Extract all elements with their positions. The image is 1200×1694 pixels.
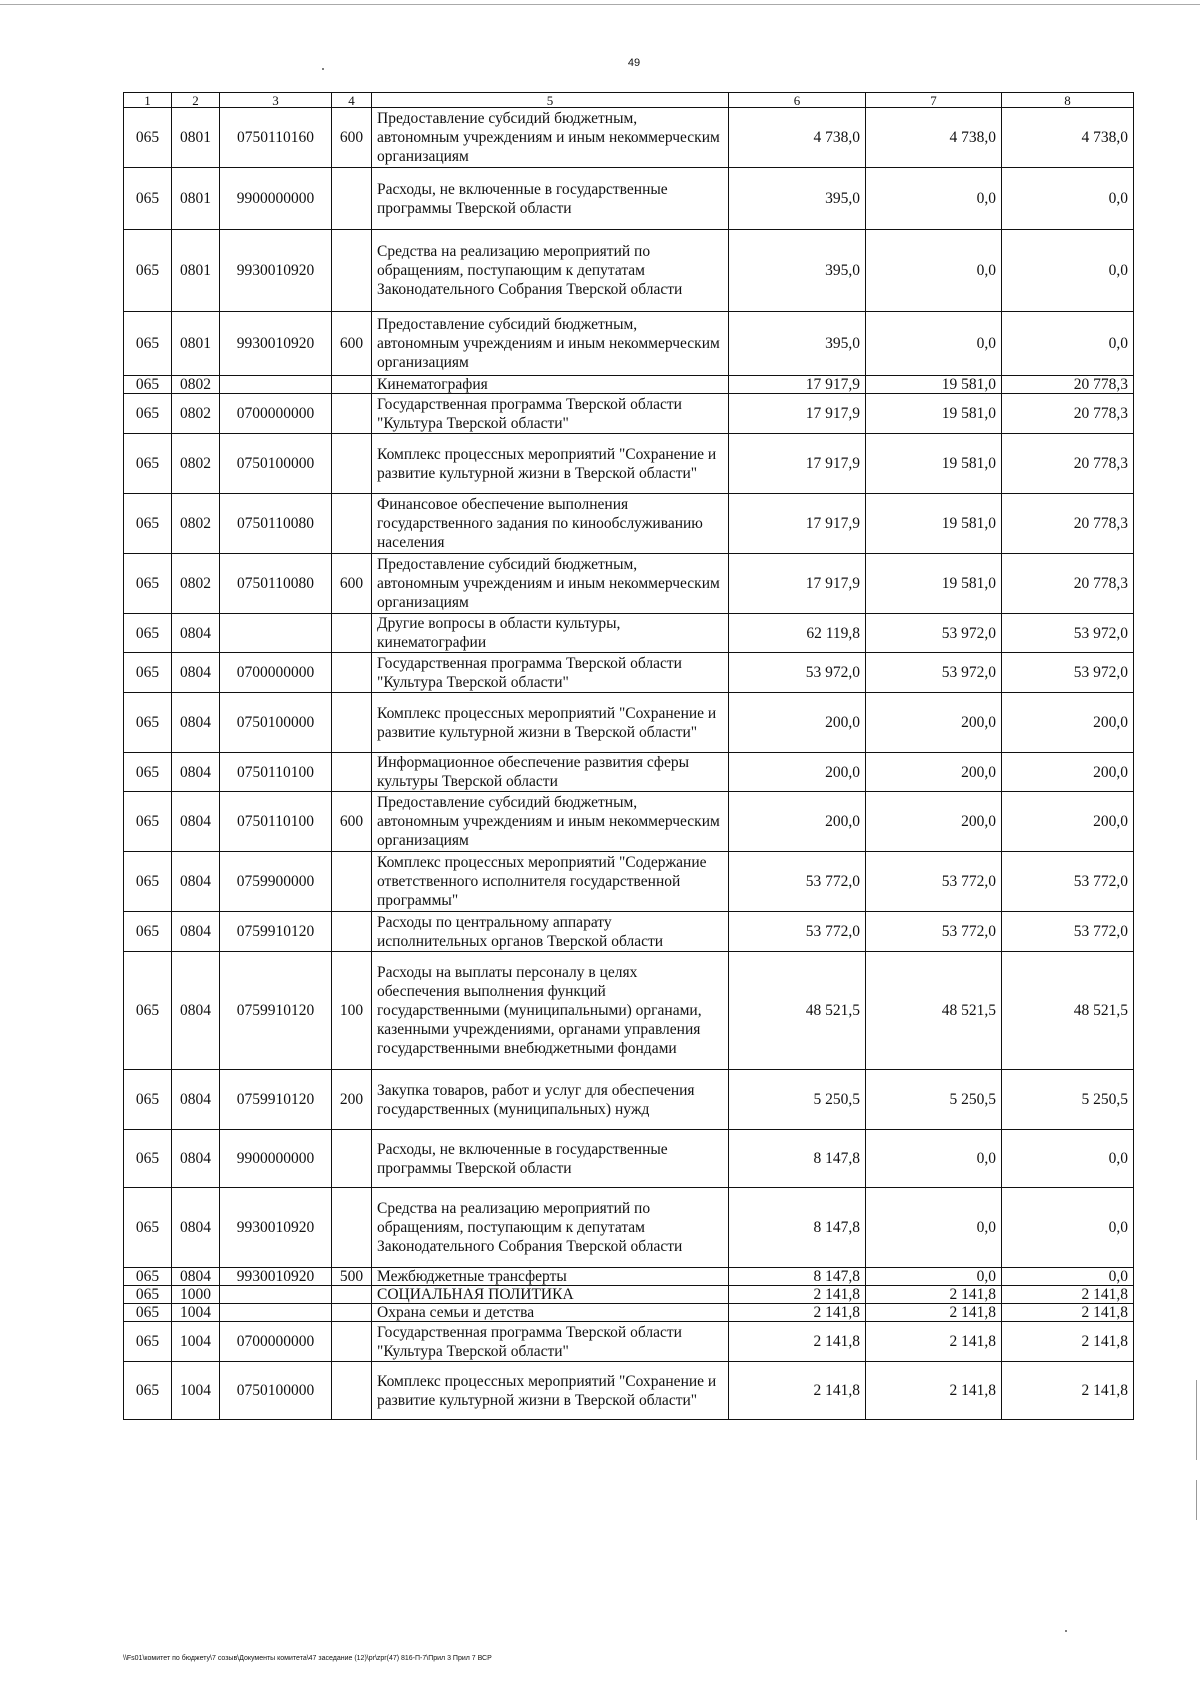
cell-description: Предоставление субсидий бюджетным, автономным учреждениям и иным некоммерческим организациям bbox=[372, 792, 729, 852]
cell-section-code: 0804 bbox=[172, 693, 220, 753]
table-body bbox=[124, 108, 1134, 1420]
cell-ministry-code: 065 bbox=[124, 108, 172, 168]
cell-amount-col7: 19 581,0 bbox=[866, 394, 1002, 434]
cell-section-code: 0801 bbox=[172, 230, 220, 312]
table-row bbox=[124, 792, 1134, 852]
cell-target-article bbox=[220, 1286, 332, 1304]
cell-section-code: 0802 bbox=[172, 376, 220, 394]
cell-description: Предоставление субсидий бюджетным, автономным учреждениям и иным некоммерческим организациям bbox=[372, 108, 729, 168]
column-number: 1 bbox=[124, 93, 172, 108]
cell-amount-col6: 2 141,8 bbox=[729, 1304, 866, 1322]
cell-expense-type bbox=[332, 394, 372, 434]
cell-amount-col6: 4 738,0 bbox=[729, 108, 866, 168]
cell-expense-type bbox=[332, 494, 372, 554]
cell-ministry-code: 065 bbox=[124, 912, 172, 952]
cell-description: Средства на реализацию мероприятий по обращениям, поступающим к депутатам Законодательного Собрания Тверской области bbox=[372, 230, 729, 312]
cell-section-code: 0801 bbox=[172, 108, 220, 168]
column-number: 4 bbox=[332, 93, 372, 108]
budget-table bbox=[123, 92, 1134, 1420]
cell-amount-col6: 200,0 bbox=[729, 693, 866, 753]
cell-target-article: 0750100000 bbox=[220, 693, 332, 753]
table-row bbox=[124, 168, 1134, 230]
cell-ministry-code: 065 bbox=[124, 792, 172, 852]
cell-amount-col8: 4 738,0 bbox=[1002, 108, 1134, 168]
cell-ministry-code: 065 bbox=[124, 614, 172, 653]
cell-amount-col8: 0,0 bbox=[1002, 312, 1134, 376]
cell-expense-type: 500 bbox=[332, 1268, 372, 1286]
cell-description: Государственная программа Тверской области "Культура Тверской области" bbox=[372, 394, 729, 434]
scan-edge-mark bbox=[1196, 1380, 1197, 1460]
cell-expense-type bbox=[332, 653, 372, 693]
column-number: 2 bbox=[172, 93, 220, 108]
cell-expense-type bbox=[332, 1362, 372, 1420]
cell-amount-col6: 395,0 bbox=[729, 230, 866, 312]
cell-expense-type bbox=[332, 614, 372, 653]
cell-section-code: 1004 bbox=[172, 1322, 220, 1362]
cell-amount-col7: 200,0 bbox=[866, 792, 1002, 852]
cell-amount-col7: 53 972,0 bbox=[866, 653, 1002, 693]
table-row bbox=[124, 394, 1134, 434]
cell-amount-col6: 2 141,8 bbox=[729, 1362, 866, 1420]
cell-amount-col8: 0,0 bbox=[1002, 230, 1134, 312]
cell-target-article: 9930010920 bbox=[220, 1268, 332, 1286]
cell-description: Расходы, не включенные в государственные программы Тверской области bbox=[372, 1130, 729, 1188]
table-row bbox=[124, 1322, 1134, 1362]
cell-section-code: 0801 bbox=[172, 168, 220, 230]
cell-amount-col6: 48 521,5 bbox=[729, 952, 866, 1070]
cell-amount-col7: 0,0 bbox=[866, 312, 1002, 376]
table-row bbox=[124, 1362, 1134, 1420]
cell-section-code: 0804 bbox=[172, 753, 220, 792]
cell-section-code: 1004 bbox=[172, 1304, 220, 1322]
cell-ministry-code: 065 bbox=[124, 168, 172, 230]
cell-section-code: 0804 bbox=[172, 653, 220, 693]
cell-amount-col6: 2 141,8 bbox=[729, 1286, 866, 1304]
table-row bbox=[124, 108, 1134, 168]
cell-ministry-code: 065 bbox=[124, 952, 172, 1070]
cell-amount-col7: 19 581,0 bbox=[866, 494, 1002, 554]
table-row bbox=[124, 912, 1134, 952]
table-row bbox=[124, 376, 1134, 394]
cell-amount-col6: 395,0 bbox=[729, 312, 866, 376]
table-row bbox=[124, 753, 1134, 792]
cell-ministry-code: 065 bbox=[124, 653, 172, 693]
table-row bbox=[124, 554, 1134, 614]
cell-expense-type bbox=[332, 1286, 372, 1304]
cell-amount-col7: 0,0 bbox=[866, 168, 1002, 230]
cell-description: Расходы по центральному аппарату исполнительных органов Тверской области bbox=[372, 912, 729, 952]
cell-amount-col6: 395,0 bbox=[729, 168, 866, 230]
cell-ministry-code: 065 bbox=[124, 376, 172, 394]
table-row bbox=[124, 1286, 1134, 1304]
cell-section-code: 0804 bbox=[172, 852, 220, 912]
cell-expense-type bbox=[332, 434, 372, 494]
cell-target-article: 0750110100 bbox=[220, 753, 332, 792]
cell-amount-col8: 200,0 bbox=[1002, 693, 1134, 753]
cell-description: Комплекс процессных мероприятий "Сохранение и развитие культурной жизни в Тверской области" bbox=[372, 1362, 729, 1420]
table-row bbox=[124, 852, 1134, 912]
cell-amount-col7: 2 141,8 bbox=[866, 1322, 1002, 1362]
top-rule bbox=[0, 4, 1200, 5]
cell-description: Охрана семьи и детства bbox=[372, 1304, 729, 1322]
table-row bbox=[124, 1304, 1134, 1322]
cell-amount-col8: 2 141,8 bbox=[1002, 1362, 1134, 1420]
cell-ministry-code: 065 bbox=[124, 1322, 172, 1362]
cell-amount-col6: 8 147,8 bbox=[729, 1268, 866, 1286]
cell-ministry-code: 065 bbox=[124, 1304, 172, 1322]
cell-amount-col6: 53 772,0 bbox=[729, 912, 866, 952]
table-row bbox=[124, 1268, 1134, 1286]
cell-description: Предоставление субсидий бюджетным, автономным учреждениям и иным некоммерческим организациям bbox=[372, 554, 729, 614]
cell-description: Средства на реализацию мероприятий по обращениям, поступающим к депутатам Законодательного Собрания Тверской области bbox=[372, 1188, 729, 1268]
cell-amount-col7: 200,0 bbox=[866, 693, 1002, 753]
cell-target-article bbox=[220, 614, 332, 653]
cell-description: Другие вопросы в области культуры, кинематографии bbox=[372, 614, 729, 653]
cell-description: Финансовое обеспечение выполнения государственного задания по кинообслуживанию населения bbox=[372, 494, 729, 554]
cell-target-article bbox=[220, 1304, 332, 1322]
cell-amount-col8: 20 778,3 bbox=[1002, 494, 1134, 554]
cell-expense-type: 600 bbox=[332, 312, 372, 376]
cell-amount-col8: 2 141,8 bbox=[1002, 1322, 1134, 1362]
column-number-row bbox=[124, 93, 1134, 108]
cell-ministry-code: 065 bbox=[124, 753, 172, 792]
cell-amount-col7: 0,0 bbox=[866, 1268, 1002, 1286]
cell-description: Кинематография bbox=[372, 376, 729, 394]
footer-file-path: \\Fs01\комитет по бюджету\7 созыв\Документы комитета\47 заседание (12)\pr\zpr(47) 816-П-7\Прил 3 Прил 7 ВСР bbox=[123, 1655, 492, 1662]
cell-amount-col8: 48 521,5 bbox=[1002, 952, 1134, 1070]
table-row bbox=[124, 312, 1134, 376]
cell-amount-col6: 200,0 bbox=[729, 792, 866, 852]
cell-amount-col8: 53 772,0 bbox=[1002, 852, 1134, 912]
cell-target-article: 0700000000 bbox=[220, 394, 332, 434]
scan-speck bbox=[1065, 1630, 1067, 1632]
cell-expense-type: 600 bbox=[332, 108, 372, 168]
cell-amount-col7: 19 581,0 bbox=[866, 376, 1002, 394]
cell-expense-type: 100 bbox=[332, 952, 372, 1070]
cell-amount-col8: 0,0 bbox=[1002, 1130, 1134, 1188]
cell-description: Предоставление субсидий бюджетным, автономным учреждениям и иным некоммерческим организациям bbox=[372, 312, 729, 376]
cell-amount-col6: 8 147,8 bbox=[729, 1130, 866, 1188]
cell-amount-col6: 53 772,0 bbox=[729, 852, 866, 912]
cell-section-code: 0804 bbox=[172, 1130, 220, 1188]
cell-target-article: 0759910120 bbox=[220, 952, 332, 1070]
cell-amount-col7: 19 581,0 bbox=[866, 554, 1002, 614]
cell-amount-col8: 2 141,8 bbox=[1002, 1304, 1134, 1322]
table-row bbox=[124, 494, 1134, 554]
page-number: 49 bbox=[627, 57, 641, 69]
cell-amount-col7: 5 250,5 bbox=[866, 1070, 1002, 1130]
cell-target-article: 0759910120 bbox=[220, 912, 332, 952]
cell-amount-col6: 62 119,8 bbox=[729, 614, 866, 653]
cell-amount-col8: 20 778,3 bbox=[1002, 394, 1134, 434]
cell-expense-type bbox=[332, 693, 372, 753]
cell-description: Расходы на выплаты персоналу в целях обеспечения выполнения функций государственными (муниципальными) органами, казенными учреждениями, органами управления государственными внебюджетными фондами bbox=[372, 952, 729, 1070]
cell-section-code: 0804 bbox=[172, 1268, 220, 1286]
cell-amount-col8: 200,0 bbox=[1002, 753, 1134, 792]
cell-amount-col7: 2 141,8 bbox=[866, 1286, 1002, 1304]
cell-expense-type bbox=[332, 912, 372, 952]
cell-description: Государственная программа Тверской области "Культура Тверской области" bbox=[372, 1322, 729, 1362]
cell-amount-col6: 8 147,8 bbox=[729, 1188, 866, 1268]
cell-amount-col7: 0,0 bbox=[866, 230, 1002, 312]
column-number: 3 bbox=[220, 93, 332, 108]
cell-expense-type bbox=[332, 753, 372, 792]
cell-ministry-code: 065 bbox=[124, 852, 172, 912]
cell-amount-col7: 0,0 bbox=[866, 1130, 1002, 1188]
cell-amount-col7: 0,0 bbox=[866, 1188, 1002, 1268]
table-row bbox=[124, 1188, 1134, 1268]
cell-amount-col6: 17 917,9 bbox=[729, 494, 866, 554]
cell-amount-col6: 53 972,0 bbox=[729, 653, 866, 693]
table-row bbox=[124, 434, 1134, 494]
cell-description: Расходы, не включенные в государственные программы Тверской области bbox=[372, 168, 729, 230]
cell-target-article: 0750110080 bbox=[220, 554, 332, 614]
cell-amount-col6: 200,0 bbox=[729, 753, 866, 792]
cell-ministry-code: 065 bbox=[124, 1268, 172, 1286]
cell-expense-type bbox=[332, 1304, 372, 1322]
cell-amount-col7: 53 972,0 bbox=[866, 614, 1002, 653]
cell-amount-col7: 53 772,0 bbox=[866, 852, 1002, 912]
table-row bbox=[124, 230, 1134, 312]
cell-section-code: 0804 bbox=[172, 912, 220, 952]
cell-ministry-code: 065 bbox=[124, 312, 172, 376]
cell-amount-col7: 4 738,0 bbox=[866, 108, 1002, 168]
column-number: 5 bbox=[372, 93, 729, 108]
cell-amount-col8: 0,0 bbox=[1002, 1188, 1134, 1268]
cell-section-code: 0804 bbox=[172, 1188, 220, 1268]
column-number: 7 bbox=[866, 93, 1002, 108]
cell-amount-col8: 20 778,3 bbox=[1002, 434, 1134, 494]
table-row bbox=[124, 614, 1134, 653]
cell-ministry-code: 065 bbox=[124, 434, 172, 494]
cell-description: Информационное обеспечение развития сферы культуры Тверской области bbox=[372, 753, 729, 792]
cell-description: Комплекс процессных мероприятий "Сохранение и развитие культурной жизни в Тверской области" bbox=[372, 434, 729, 494]
table-row bbox=[124, 1130, 1134, 1188]
cell-expense-type bbox=[332, 168, 372, 230]
column-number: 8 bbox=[1002, 93, 1134, 108]
cell-ministry-code: 065 bbox=[124, 554, 172, 614]
cell-amount-col7: 48 521,5 bbox=[866, 952, 1002, 1070]
cell-description: Комплекс процессных мероприятий "Сохранение и развитие культурной жизни в Тверской области" bbox=[372, 693, 729, 753]
cell-amount-col8: 53 972,0 bbox=[1002, 614, 1134, 653]
cell-ministry-code: 065 bbox=[124, 1130, 172, 1188]
cell-section-code: 0802 bbox=[172, 494, 220, 554]
cell-amount-col8: 200,0 bbox=[1002, 792, 1134, 852]
cell-amount-col6: 2 141,8 bbox=[729, 1322, 866, 1362]
cell-amount-col8: 0,0 bbox=[1002, 1268, 1134, 1286]
cell-expense-type: 600 bbox=[332, 554, 372, 614]
cell-target-article: 9930010920 bbox=[220, 230, 332, 312]
cell-expense-type bbox=[332, 1322, 372, 1362]
cell-expense-type bbox=[332, 1188, 372, 1268]
cell-ministry-code: 065 bbox=[124, 1188, 172, 1268]
cell-expense-type: 600 bbox=[332, 792, 372, 852]
table-row bbox=[124, 952, 1134, 1070]
scan-edge-mark bbox=[1196, 1480, 1197, 1520]
cell-amount-col6: 17 917,9 bbox=[729, 554, 866, 614]
cell-target-article: 0700000000 bbox=[220, 1322, 332, 1362]
cell-section-code: 1000 bbox=[172, 1286, 220, 1304]
cell-amount-col6: 17 917,9 bbox=[729, 376, 866, 394]
table-row bbox=[124, 693, 1134, 753]
cell-ministry-code: 065 bbox=[124, 230, 172, 312]
cell-amount-col8: 20 778,3 bbox=[1002, 376, 1134, 394]
column-number: 6 bbox=[729, 93, 866, 108]
cell-ministry-code: 065 bbox=[124, 494, 172, 554]
cell-amount-col7: 2 141,8 bbox=[866, 1362, 1002, 1420]
cell-amount-col8: 0,0 bbox=[1002, 168, 1134, 230]
cell-section-code: 0802 bbox=[172, 394, 220, 434]
cell-amount-col7: 53 772,0 bbox=[866, 912, 1002, 952]
cell-target-article: 0750110160 bbox=[220, 108, 332, 168]
cell-description: СОЦИАЛЬНАЯ ПОЛИТИКА bbox=[372, 1286, 729, 1304]
cell-amount-col8: 5 250,5 bbox=[1002, 1070, 1134, 1130]
cell-ministry-code: 065 bbox=[124, 1362, 172, 1420]
cell-expense-type bbox=[332, 1130, 372, 1188]
cell-description: Межбюджетные трансферты bbox=[372, 1268, 729, 1286]
cell-ministry-code: 065 bbox=[124, 394, 172, 434]
cell-expense-type bbox=[332, 230, 372, 312]
cell-target-article bbox=[220, 376, 332, 394]
table-row bbox=[124, 1070, 1134, 1130]
table-row bbox=[124, 653, 1134, 693]
cell-section-code: 0804 bbox=[172, 792, 220, 852]
cell-expense-type: 200 bbox=[332, 1070, 372, 1130]
cell-section-code: 0804 bbox=[172, 614, 220, 653]
cell-section-code: 0802 bbox=[172, 434, 220, 494]
cell-target-article: 9930010920 bbox=[220, 312, 332, 376]
cell-description: Государственная программа Тверской области "Культура Тверской области" bbox=[372, 653, 729, 693]
cell-ministry-code: 065 bbox=[124, 1070, 172, 1130]
cell-section-code: 0804 bbox=[172, 1070, 220, 1130]
cell-amount-col6: 17 917,9 bbox=[729, 394, 866, 434]
cell-section-code: 0801 bbox=[172, 312, 220, 376]
cell-target-article: 0750100000 bbox=[220, 434, 332, 494]
cell-target-article: 0750110080 bbox=[220, 494, 332, 554]
cell-target-article: 9900000000 bbox=[220, 168, 332, 230]
cell-amount-col7: 2 141,8 bbox=[866, 1304, 1002, 1322]
cell-description: Комплекс процессных мероприятий "Содержание ответственного исполнителя государственной программы" bbox=[372, 852, 729, 912]
cell-amount-col8: 53 972,0 bbox=[1002, 653, 1134, 693]
cell-amount-col8: 20 778,3 bbox=[1002, 554, 1134, 614]
cell-amount-col7: 19 581,0 bbox=[866, 434, 1002, 494]
cell-target-article: 0750100000 bbox=[220, 1362, 332, 1420]
cell-target-article: 0700000000 bbox=[220, 653, 332, 693]
cell-expense-type bbox=[332, 852, 372, 912]
cell-section-code: 0804 bbox=[172, 952, 220, 1070]
cell-section-code: 0802 bbox=[172, 554, 220, 614]
cell-section-code: 1004 bbox=[172, 1362, 220, 1420]
cell-amount-col8: 2 141,8 bbox=[1002, 1286, 1134, 1304]
cell-ministry-code: 065 bbox=[124, 693, 172, 753]
cell-expense-type bbox=[332, 376, 372, 394]
cell-amount-col8: 53 772,0 bbox=[1002, 912, 1134, 952]
cell-description: Закупка товаров, работ и услуг для обеспечения государственных (муниципальных) нужд bbox=[372, 1070, 729, 1130]
cell-target-article: 0750110100 bbox=[220, 792, 332, 852]
cell-target-article: 9900000000 bbox=[220, 1130, 332, 1188]
cell-target-article: 9930010920 bbox=[220, 1188, 332, 1268]
cell-amount-col6: 5 250,5 bbox=[729, 1070, 866, 1130]
cell-amount-col7: 200,0 bbox=[866, 753, 1002, 792]
cell-target-article: 0759910120 bbox=[220, 1070, 332, 1130]
cell-target-article: 0759900000 bbox=[220, 852, 332, 912]
cell-ministry-code: 065 bbox=[124, 1286, 172, 1304]
cell-amount-col6: 17 917,9 bbox=[729, 434, 866, 494]
